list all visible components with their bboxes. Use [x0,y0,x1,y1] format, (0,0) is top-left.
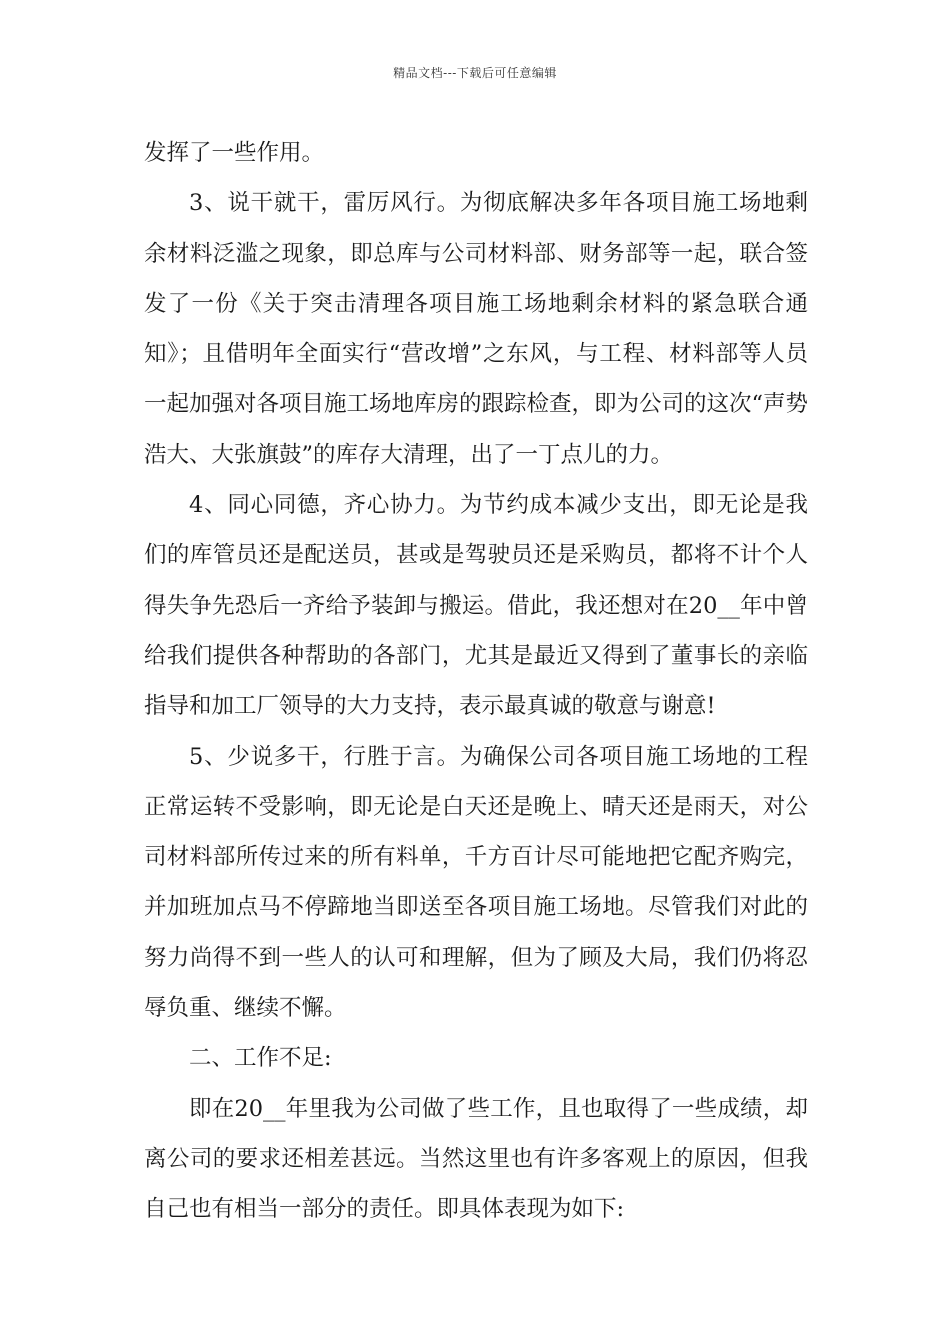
paragraph-item-4: 4、同心同德，齐心协力。为节约成本减少支出，即无论是我们的库管员还是配送员，甚或是驾驶员还是采购员，都将不计个人得失争先恐后一齐给予装卸与搬运。借此，我还想对在20__年中曾给我们提供各种帮助的各部门，尤其是最近又得到了董事长的亲临指导和加工厂领导的大力支持，表示最真诚的敬意与谢意! [144,492,808,720]
paragraph-item-3: 3、说干就干，雷厉风行。为彻底解决多年各项目施工场地剩余材料泛滥之现象，即总库与公司材料部、财务部等一起，联合签发了一份《关于突击清理各项目施工场地剩余材料的紧急联合通知》；且借明年全面实行“营改增”之东风，与工程、材料部等人员一起加强对各项目施工场地库房的跟踪检查，即为公司的这次“声势浩大、大张旗鼓”的库存大清理，出了一丁点儿的力。 [144,190,809,468]
paragraph-shortcomings: 即在20__年里我为公司做了些工作，且也取得了一些成绩，却离公司的要求还相差甚远。当然这里也有许多客观上的原因，但我自己也有相当一部分的责任。即具体表现为如下: [144,1095,808,1223]
paragraph-continuation: 发挥了一些作用。 [144,140,325,166]
section-heading-shortcomings: 二、工作不足: [189,1045,332,1072]
page-header: 精品文档---下载后可任意编辑 [393,66,557,80]
document-body [144,128,808,1235]
paragraph-item-5: 5、少说多干，行胜于言。为确保公司各项目施工场地的工程正常运转不受影响，即无论是白天还是晚上、晴天还是雨天，对公司材料部所传过来的所有料单，千方百计尽可能地把它配齐购完，并加班加点马不停蹄地当即送至各项目施工场地。尽管我们对此的努力尚得不到一些人的认可和理解，但为了顾及大局，我们仍将忍辱负重、继续不懈。 [144,743,808,1022]
